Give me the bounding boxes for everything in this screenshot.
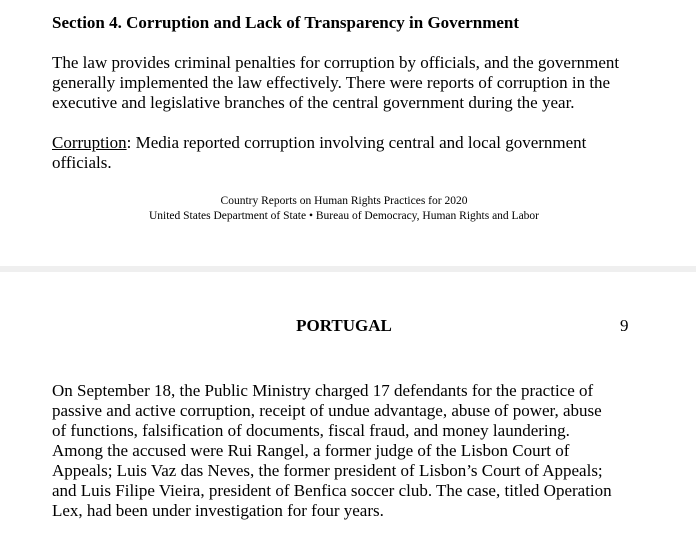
paragraph-line: and Luis Filipe Vieira, president of Benfica soccer club. The case, titled Operation — [52, 481, 612, 500]
footer-department: United States Department of State • Bureau of Democracy, Human Rights and Labor — [148, 210, 540, 222]
paragraph-line: Appeals; Luis Vaz das Neves, the former president of Lisbon’s Court of Appeals; — [52, 461, 603, 480]
paragraph-line: Among the accused were Rui Rangel, a former judge of the Lisbon Court of — [52, 441, 570, 460]
paragraph-law-penalties — [52, 53, 652, 113]
page-number: 9 — [620, 316, 629, 335]
footer-report-title: Country Reports on Human Rights Practices for 2020 — [220, 195, 468, 207]
page-footer — [0, 194, 688, 224]
page-header-title: PORTUGAL — [296, 316, 392, 335]
paragraph-line: generally implemented the law effectively. There were reports of corruption in the — [52, 73, 611, 92]
paragraph-line: On September 18, the Public Ministry charged 17 defendants for the practice of — [52, 381, 594, 400]
paragraph-line: passive and active corruption, receipt of undue advantage, abuse of power, abuse — [52, 401, 602, 420]
paragraph-line: executive and legislative branches of the central government during the year. — [52, 93, 575, 112]
paragraph-corruption — [52, 133, 652, 173]
paragraph-operation-lex — [52, 381, 652, 521]
paragraph-line: The law provides criminal penalties for corruption by officials, and the government — [52, 53, 620, 72]
corruption-subheading: Corruption — [52, 133, 127, 152]
corruption-text: : Media reported corruption involving central and local government — [126, 133, 587, 152]
section-heading: Section 4. Corruption and Lack of Transparency in Government — [52, 13, 520, 32]
paragraph-line: Lex, had been under investigation for four years. — [52, 501, 384, 520]
paragraph-line: officials. — [52, 153, 112, 172]
paragraph-line: of functions, falsification of documents, fiscal fraud, and money laundering. — [52, 421, 570, 440]
paragraph-line — [52, 133, 652, 153]
